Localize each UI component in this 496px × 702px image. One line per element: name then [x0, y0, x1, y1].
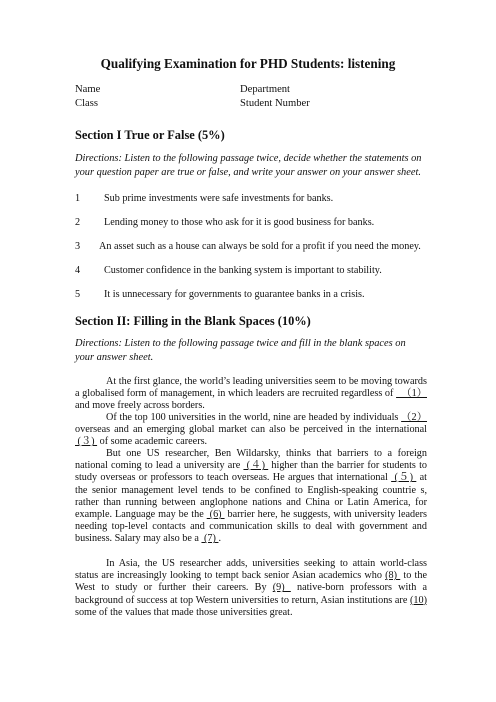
statement-1 [75, 192, 435, 205]
department-label: Department [240, 84, 291, 95]
passage-paragraph-3: But one US researcher, Ben Wildarsky, thinks that barriers to a foreign national coming to lead a university are (４) higher than the barrier for students to study overseas or professors to teach overseas. He argues that international (５) at the senior management level tends to be confined to English-speaking countrie s, rather than running between anglophone nations and China or Latin America, for example. Language may be the (6) barrier here, he suggests, with university leaders needing top-level contacts and communication skills to deal with government and business. Salary may also be a (7) . [75, 448, 428, 545]
student-number-label: Student Number [240, 98, 310, 109]
section2-heading: Section II: Filling in the Blank Spaces (10%) [75, 314, 311, 328]
blank-1: （1） [396, 388, 427, 400]
statement-number: 4 [75, 265, 81, 276]
section1-heading: Section I True or False (5%) [75, 128, 225, 142]
blank-9: (9) [272, 582, 291, 594]
statement-3 [75, 240, 435, 253]
statement-4 [75, 264, 435, 277]
blank-7: (7) [201, 533, 219, 545]
passage-paragraph-1: At the first glance, the world’s leading universities seem to be moving towards a globalised form of management, in which leaders are recruited regardless of （1） and move freely across borders. [75, 376, 427, 412]
name-label: Name [75, 84, 101, 95]
statement-text: An asset such as a house can always be sold for a profit if you need the money. [99, 241, 421, 252]
class-label: Class [75, 98, 98, 109]
statement-number: 5 [75, 289, 81, 300]
statement-5 [75, 288, 435, 301]
exam-title: Qualifying Examination for PHD Students: listening [100, 56, 396, 71]
blank-3: (３) [75, 436, 98, 448]
blank-4: (４) [243, 460, 269, 472]
statement-text: Lending money to those who ask for it is good business for banks. [104, 217, 375, 228]
passage-paragraph-4: In Asia, the US researcher adds, universities seeking to attain world-class status are increasingly looking to tempt back senior Asian academics who (8) to the West to study or further their careers. By (9) native-born professors with a background of success at top Western universities to return, Asian institutions are (10) some of the values that made those universities great. [75, 558, 427, 618]
blank-2: （2） [401, 412, 428, 423]
statement-2 [75, 216, 435, 229]
section1-directions: Directions: Listen to the following passage twice, decide whether the statements on your question paper are true or false, and write your answer on your answer sheet. [75, 153, 422, 178]
statement-text: It is unnecessary for governments to guarantee banks in a crisis. [104, 289, 365, 300]
statement-number: 1 [75, 193, 81, 204]
blank-5: (５) [391, 472, 417, 484]
statement-number: 2 [75, 217, 81, 228]
statement-number: 3 [75, 241, 81, 252]
statement-text: Customer confidence in the banking system is important to stability. [104, 265, 382, 276]
section2-directions: Directions: Listen to the following passage twice and fill in the blank spaces on your answer sheet. [75, 338, 406, 363]
blank-10: (10) [410, 594, 427, 606]
blank-6: (6) [206, 509, 225, 521]
passage-paragraph-2: Of the top 100 universities in the world, nine are headed by individuals （2） overseas and an emerging global market can also be perceived in the international (３) of some academic careers. [75, 412, 428, 448]
statement-text: Sub prime investments were safe investments for banks. [104, 193, 334, 204]
blank-8: (8) [385, 570, 401, 582]
